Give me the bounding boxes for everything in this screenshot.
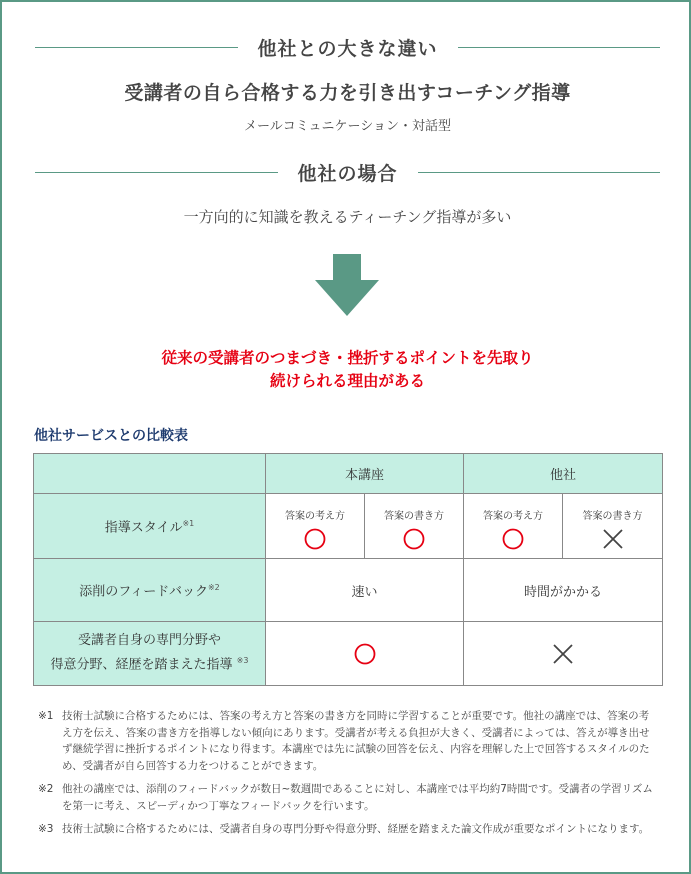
footnote bbox=[38, 708, 658, 774]
others-feedback-cell: 時間がかかる bbox=[464, 559, 663, 622]
section-heading-others bbox=[2, 157, 691, 187]
sub-label: 答案の書き方 bbox=[384, 510, 444, 522]
divider-line bbox=[35, 172, 278, 173]
section-title: 他社との大きな違い bbox=[257, 37, 438, 60]
sub-label: 答案の考え方 bbox=[285, 510, 345, 522]
table-header-row bbox=[34, 454, 663, 494]
row-label-text: 添削のフィードバック bbox=[79, 584, 208, 600]
main-title: 受講者の自ら合格する力を引き出すコーチング指導 bbox=[124, 82, 571, 104]
circle-mark-icon bbox=[304, 528, 326, 550]
others-description: 一方向的に知識を教えるティーチング指導が多い bbox=[183, 208, 512, 226]
row-label-feedback bbox=[34, 559, 266, 622]
note-reference: ※1 bbox=[182, 518, 195, 528]
ours-think-cell bbox=[266, 494, 365, 559]
comparison-table bbox=[33, 453, 663, 686]
header-others: 他社 bbox=[464, 454, 663, 494]
footnote bbox=[38, 781, 658, 814]
highlight-text-line1: 従来の受講者のつまづき・挫折するポイントを先取り bbox=[161, 349, 534, 367]
footnote bbox=[38, 821, 658, 838]
note-reference: ※2 bbox=[207, 582, 220, 592]
table-row bbox=[34, 494, 663, 559]
main-subtitle: メールコミュニケーション・対話型 bbox=[244, 119, 451, 134]
sub-label: 答案の考え方 bbox=[483, 510, 544, 522]
table-title: 他社サービスとの比較表 bbox=[34, 428, 188, 444]
highlight-text-line2: 続けられる理由がある bbox=[269, 372, 425, 390]
footnote-text: 技術士試験に合格するためには、答案の考え方と答案の書き方を同時に学習することが重要です。他社の講座では、答案の考え方を伝え、答案の書き方を指導しない傾向にあります。受講者が考える負担が大きく、受講者によっては、答えが導き出せず継続学習に挫折するポイントになり得ます。本講座では先に試験の回答を伝え、内容を理解した上で回答するスタイルのため、受講者が自ら回答する力をつけることができます。 bbox=[62, 710, 650, 772]
ours-feedback-cell: 速い bbox=[266, 559, 464, 622]
cross-mark-icon bbox=[602, 528, 624, 550]
row-label-text: 受講者自身の専門分野や bbox=[77, 633, 221, 649]
row-label-specialty bbox=[34, 622, 266, 686]
header-empty-cell bbox=[34, 454, 266, 494]
row-label-text: 指導スタイル bbox=[104, 520, 183, 536]
divider-line bbox=[458, 47, 661, 48]
footnote-mark: ※3 bbox=[38, 823, 54, 835]
others-write-cell bbox=[563, 494, 663, 559]
footnote-mark: ※1 bbox=[38, 710, 54, 722]
section-title: 他社の場合 bbox=[297, 162, 398, 185]
circle-mark-icon bbox=[403, 528, 425, 550]
sub-label: 答案の書き方 bbox=[582, 510, 643, 522]
footnote-text: 他社の講座では、添削のフィードバックが数日~数週間であることに対し、本講座では平均約7時間です。受講者の学習リズムを第一に考え、スピーディかつ丁寧なフィードバックを行います。 bbox=[62, 783, 653, 812]
footnotes bbox=[38, 708, 658, 845]
section-heading-differences bbox=[2, 32, 691, 62]
note-reference: ※3 bbox=[236, 656, 249, 666]
table-row bbox=[34, 622, 663, 686]
circle-mark-icon bbox=[354, 643, 376, 665]
down-arrow-icon bbox=[315, 254, 379, 316]
others-specialty-cell bbox=[464, 622, 663, 686]
ours-write-cell bbox=[365, 494, 464, 559]
others-think-cell bbox=[464, 494, 563, 559]
header-ours: 本講座 bbox=[266, 454, 464, 494]
footnote-mark: ※2 bbox=[38, 783, 54, 795]
ours-specialty-cell bbox=[266, 622, 464, 686]
table-row bbox=[34, 559, 663, 622]
cross-mark-icon bbox=[552, 643, 574, 665]
divider-line bbox=[35, 47, 238, 48]
row-label-text: 得意分野、経歴を踏まえた指導 bbox=[50, 657, 233, 673]
row-label-style bbox=[34, 494, 266, 559]
footnote-text: 技術士試験に合格するためには、受講者自身の専門分野や得意分野、経歴を踏まえた論文作成が重要なポイントになります。 bbox=[62, 823, 650, 835]
circle-mark-icon bbox=[502, 528, 524, 550]
divider-line bbox=[418, 172, 661, 173]
